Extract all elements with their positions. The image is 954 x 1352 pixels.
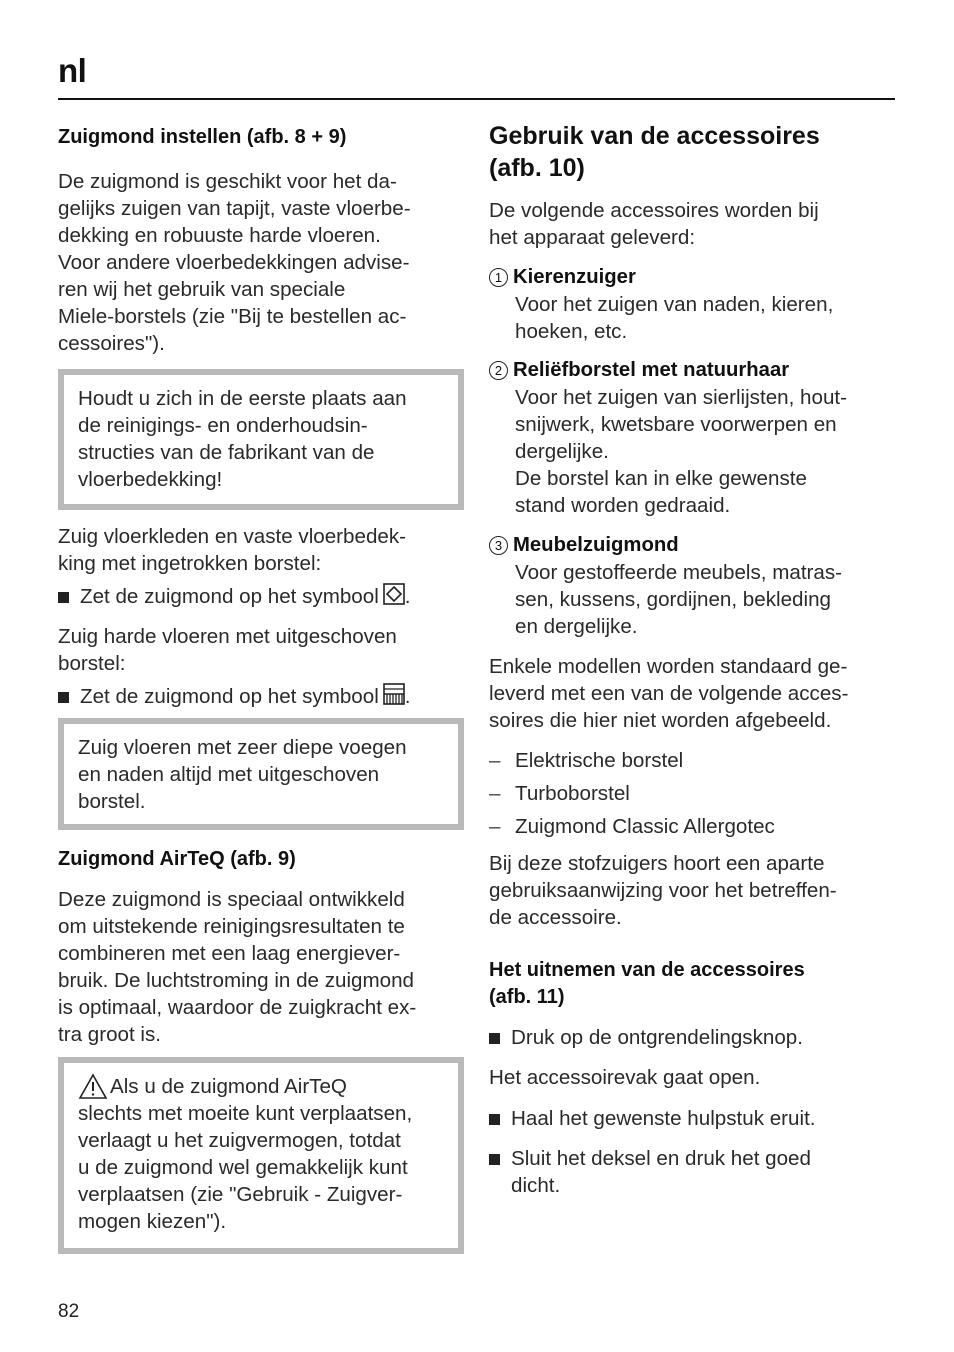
language-label: nl (58, 52, 87, 89)
carpet-symbol-icon (383, 583, 405, 605)
accessory-name: Reliëfborstel met natuurhaar (513, 359, 790, 381)
number-2-icon: 2 (489, 361, 508, 380)
warning-box-airteq (58, 1057, 464, 1254)
accessory-description: Voor het zuigen van naden, kieren, hoeken, etc. (515, 293, 834, 343)
accessory-item-2 (489, 357, 897, 519)
step-text: Haal het gewenste hulpstuk eruit. (511, 1107, 816, 1130)
accessory-description: Voor het zuigen van sierlijsten, hout- snijwerk, kwetsbare voorwerpen en dergelijke. De borstel kan in elke gewenste stand worden gedraaid. (515, 386, 847, 517)
section-title-zuigmond-instellen: Zuigmond instellen (afb. 8 + 9) (58, 126, 347, 148)
section-title-uitnemen: Het uitnemen van de accessoires (afb. 11) (489, 959, 805, 1008)
bullet-square-icon (58, 692, 69, 703)
paragraph-airteq: Deze zuigmond is speciaal ontwikkeld om uitstekende reinigingsresultaten te combineren met een laag energiever- bruik. De luchtstroming in de zuigmond is optimaal, waardoor de zuigkracht ex- tra groot is. (58, 888, 417, 1046)
header-rule (58, 98, 895, 100)
list-item: – Elektrische borstel (489, 749, 684, 772)
accessory-description: Voor gestoffeerde meubels, matras- sen, kussens, gordijnen, bekleding en dergelijke. (515, 561, 843, 638)
accessory-item-1 (489, 264, 897, 345)
paragraph-enkele-modellen: Enkele modellen worden standaard ge- leverd met een van de volgende acces- soires die hier niet worden afgebeeld. (489, 655, 849, 732)
paragraph-harde-vloeren: Zuig harde vloeren met uitgeschoven borstel: (58, 625, 397, 675)
step-1 (489, 1024, 897, 1051)
right-column (489, 120, 897, 1199)
warning-text-first-line: Als u de zuigmond AirTeQ (110, 1075, 347, 1098)
dash-list (489, 747, 897, 840)
page-number: 82 (58, 1301, 80, 1322)
section-title-accessoires: Gebruik van de accessoires (afb. 10) (489, 122, 820, 182)
step-text: Druk op de ontgrendelingsknop. (511, 1026, 803, 1049)
step-2 (489, 1105, 897, 1132)
bullet-square-icon (489, 1114, 500, 1125)
list-item: – Zuigmond Classic Allergotec (489, 815, 775, 838)
paragraph-zuigmond-geschikt: De zuigmond is geschikt voor het da- gelijks zuigen van tapijt, vaste vloerbe- dekking en robuuste harde vloeren. Voor andere vloerbedekkingen advise- ren wij het gebruik van speciale Miele-borstels (zie "Bij te bestellen ac- cessoires"). (58, 170, 411, 355)
list-item: – Turboborstel (489, 782, 630, 805)
hardfloor-symbol-icon (383, 683, 405, 705)
accessory-item-3 (489, 532, 897, 640)
notice-box-voegen (58, 718, 464, 830)
bullet-hardfloor-symbol (58, 683, 466, 710)
accessory-name: Meubelzuigmond (513, 534, 679, 556)
paragraph-vloerkleden: Zuig vloerkleden en vaste vloerbedek- king met ingetrokken borstel: (58, 525, 407, 575)
notice-box-onderhoud (58, 369, 464, 510)
warning-triangle-icon (78, 1073, 108, 1100)
notice-text-onderhoud: Houdt u zich in de eerste plaats aan de reinigings- en onderhoudsin- structies van de fabrikant van de vloerbedekking! (78, 387, 407, 491)
number-1-icon: 1 (489, 268, 508, 287)
accessory-name: Kierenzuiger (513, 266, 636, 288)
bullet-square-icon (489, 1033, 500, 1044)
bullet-square-icon (58, 592, 69, 603)
section-title-airteq: Zuigmond AirTeQ (afb. 9) (58, 848, 296, 870)
paragraph-aparte-gebruiksaanwijzing: Bij deze stofzuigers hoort een aparte gebruiksaanwijzing voor het betreffen- de accessoire. (489, 852, 837, 929)
bullet-square-icon (489, 1154, 500, 1165)
warning-text: slechts met moeite kunt verplaatsen, verlaagt u het zuigvermogen, totdat u de zuigmond wel gemakkelijk kunt verplaatsen (zie "Gebruik - Zuigver- mogen kiezen"). (78, 1102, 413, 1233)
bullet-carpet-symbol (58, 583, 466, 610)
bullet-text: Zet de zuigmond op het symbool (80, 685, 379, 708)
step-1-result: Het accessoirevak gaat open. (489, 1066, 761, 1089)
step-text: Sluit het deksel en druk het goed dicht. (511, 1147, 811, 1197)
left-column (58, 120, 466, 1254)
period: . (404, 585, 411, 608)
paragraph-accessoires-intro: De volgende accessoires worden bij het apparaat geleverd: (489, 199, 819, 249)
bullet-text: Zet de zuigmond op het symbool (80, 585, 379, 608)
step-3 (489, 1145, 897, 1199)
period: . (404, 685, 411, 708)
notice-text-voegen: Zuig vloeren met zeer diepe voegen en naden altijd met uitgeschoven borstel. (78, 736, 407, 813)
number-3-icon: 3 (489, 536, 508, 555)
